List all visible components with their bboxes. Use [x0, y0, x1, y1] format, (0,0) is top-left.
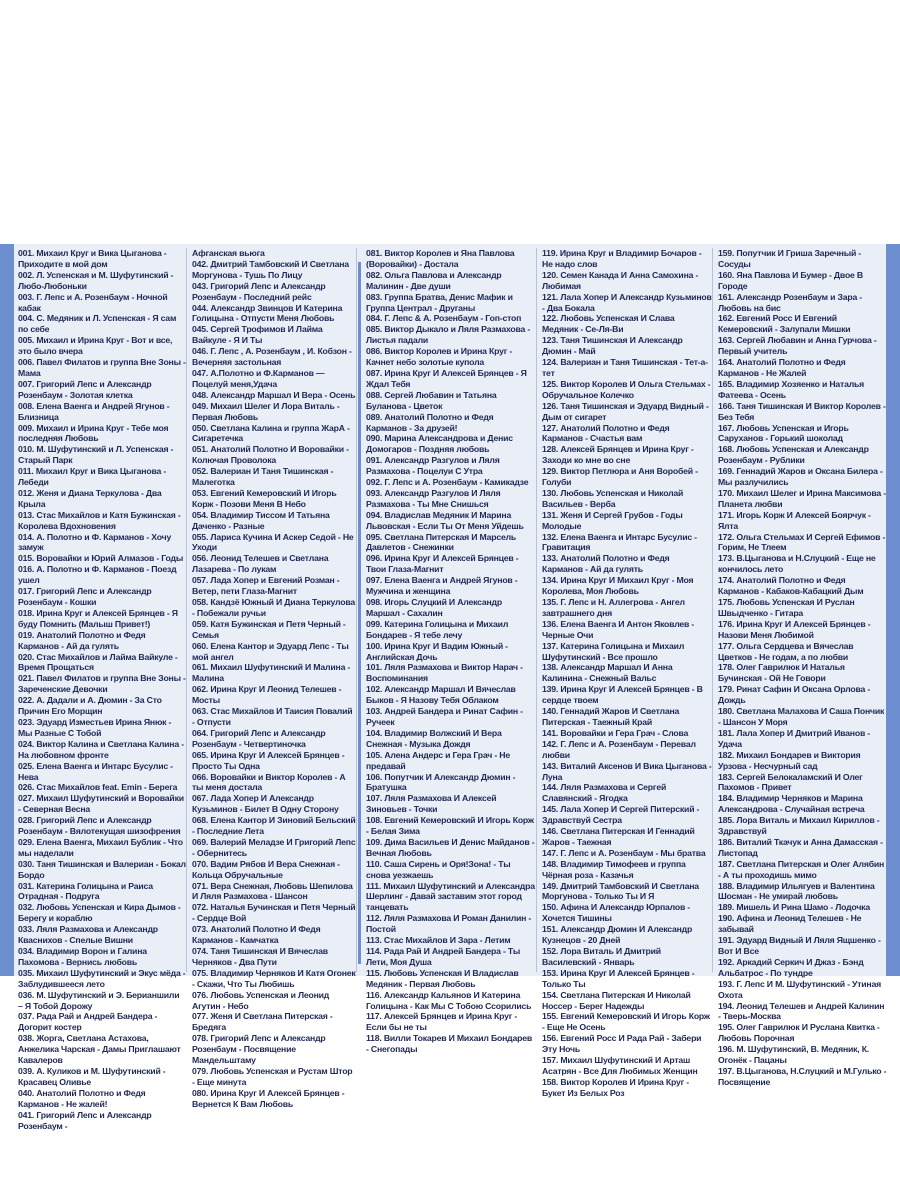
track-entry: 093. Александр Разгулов И Ляля Размахова - Ты Мне Снишься: [366, 487, 501, 509]
track-entry: 141. Воровайки и Гера Грач - Слова: [542, 727, 689, 738]
track-entry: 058. Кандзё Южный И Диана Теркулова - Побежали ручьи: [192, 597, 355, 618]
track-entry: 109. Дима Васильев И Денис Майданов - Вечная Любовь: [366, 836, 535, 858]
track-entry: 098. Игорь Слуцкий И Александр Маршал - Сахалин: [366, 597, 502, 618]
track-entry: 036. М. Шуфутинский и Э. Берианшили – Я Тобой Дорожу: [18, 989, 180, 1011]
track-entry: 050. Светлана Калина и группа ЖарА - Сигаретечка: [192, 422, 350, 444]
track-entry: 163. Сергей Любавин и Анна Гурчова - Первый учитель: [718, 335, 877, 357]
track-entry: 171. Игорь Корж И Алексей Боярчук - Ялта: [718, 509, 871, 531]
track-entry: 158. Виктор Королев И Ирина Круг - Букет Из Белых Роз: [542, 1076, 689, 1098]
track-entry: 088. Сергей Любавин и Татьяна Буланова - Цветок: [366, 389, 497, 411]
track-entry: 140. Геннадий Жаров И Светлана Питерская - Таежный Край: [542, 706, 680, 727]
track-entry: 133. Анатолий Полотно и Федя Карманов - Ай да гулять: [542, 553, 670, 575]
track-entry: 037. Рада Рай и Андрей Бандера - Догорит костер: [18, 1011, 158, 1033]
track-entry: 110. Саша Сирень и Оря!Зона! - Ты снова уезжаешь: [366, 858, 511, 880]
track-entry: 105. Алена Андерс и Гера Грач - Не предавай: [366, 749, 510, 771]
track-entry: 128. Алексей Брянцев и Ирина Круг - Заходи ко мне во сне: [542, 444, 694, 466]
track-entry: 196. М. Шуфутинский, В. Медяник, К. Огонёк - Пацаны: [718, 1044, 870, 1066]
track-entry: 062. Ирина Круг И Леонид Телешев - Мосты: [192, 684, 342, 706]
track-entry: 092. Г. Лепс и А. Розенбаум - Камикадзе: [366, 477, 529, 488]
track-entry: 065. Ирина Круг И Алексей Брянцев - Просто Ты Одна: [192, 749, 345, 771]
track-entry: 153. Ирина Круг И Алексей Брянцев - Только Ты: [542, 967, 695, 989]
track-entry: 152. Лора Виталь И Дмитрий Василевский - Январь: [542, 946, 661, 967]
track-entry: 112. Ляля Размахова И Роман Данилин - Постой: [366, 913, 532, 935]
track-entry: 095. Светлана Питерская И Марсель Давлетов - Снежинки: [366, 531, 517, 553]
track-entry: 186. Виталий Ткачук и Анна Дамасская - Листопад: [718, 836, 883, 858]
track-entry: 185. Лора Виталь и Михаил Кириллов - Здравствуй: [718, 815, 880, 837]
track-entry: 041. Григорий Лепс и Александр Розенбаум -: [18, 1109, 152, 1131]
track-entry: 039. А. Куликов и М. Шуфутинский - Красавец Оливье: [18, 1065, 166, 1087]
track-entry: 150. Афина И Александр Юрпалов - Хочется Тишины: [542, 902, 690, 924]
track-entry: 094. Владислав Медяник И Марина Львовская - Если Ты От Меня Уйдешь: [366, 509, 524, 531]
tracklist-column-1: [18, 248, 187, 1131]
track-entry: 060. Елена Кантор и Эдуард Лепс - Ты мой ангел: [192, 640, 349, 662]
track-entry: 130. Любовь Успенская и Николай Васильев - Верба: [542, 487, 684, 509]
track-entry: 166. Таня Тишинская И Виктор Королев - Без Тебя: [718, 400, 886, 422]
track-entry: 045. Сергей Трофимов И Лайма Вайкуле - Я И Ты: [192, 324, 323, 346]
track-entry: 172. Ольга Стельмах И Сергей Ефимов - Горим, Не Тлеем: [718, 531, 886, 553]
track-entry: 059. Катя Бужинская и Петя Черный - Семья: [192, 618, 346, 640]
track-entry: 124. Валериан и Таня Тишинская - Тет-а-тет: [542, 357, 708, 378]
track-entry: 002. Л. Успенская и М. Шуфутинский - Любо-Любоньки: [18, 269, 174, 291]
track-entry: 009. Михаил и Ирина Круг - Тебе моя последняя Любовь: [18, 422, 169, 444]
track-entry: 148. Владимир Тимофеев и группа Чёрная роза - Казачья: [542, 858, 686, 880]
track-entry: 085. Виктор Дыкало и Ляля Размахова - Листья падали: [366, 324, 531, 346]
track-entry: 184. Владимир Черняков и Марина Александрова - Случайная встреча: [718, 793, 865, 815]
track-entry: 127. Анатолий Полотно и Федя Карманов - Счастья вам: [542, 422, 670, 444]
track-entry: 040. Анатолий Полотно и Федя Карманов - Не жалей!: [18, 1087, 146, 1109]
track-entry: 157. Михаил Шуфутинский И Арташ Асатрян - Все Для Любимых Женщин: [542, 1055, 698, 1076]
track-entry: 086. Виктор Королев и Ирина Круг - Качнет небо золотые купола: [366, 346, 513, 368]
track-entry: 126. Таня Тишинская и Эдуард Видный - Дым от сигарет: [542, 400, 709, 422]
track-entry: 013. Стас Михайлов и Катя Бужинская - Королева Вдохновения: [18, 509, 181, 531]
track-entry: 174. Анатолий Полотно и Федя Карманов - Кабаков-Кабацкий Дым: [718, 575, 864, 597]
track-entry: 137. Катерина Голицына и Михаил Шуфутинский - Все прошло: [542, 640, 685, 662]
track-entry: 068. Елена Кантор И Зиновий Бельский - Последние Лета: [192, 815, 356, 837]
track-entry: 154. Светлана Питерская И Николай Носсер - Берег Надежды: [542, 989, 691, 1011]
track-entry: 049. Михаил Шелег И Лора Виталь - Первая Любовь: [192, 400, 340, 422]
track-entry: 107. Ляля Размахова И Алексей Зиновьев - Точки: [366, 793, 497, 815]
track-entry: 075. Владимир Черняков И Катя Огонек - Скажи, Что Ты Любишь: [192, 967, 356, 989]
track-entry: 001. Михаил Круг и Вика Цыганова - Приходите в мой дом: [18, 248, 167, 269]
track-entry: 169. Геннадий Жаров и Оксана Билера - Мы разлучились: [718, 466, 883, 488]
track-entry: 160. Яна Павлова И Бумер - Двое В Городе: [718, 269, 863, 291]
track-entry: 121. Лала Хопер И Александр Кузьминов - Два Бокала: [542, 291, 712, 313]
track-entry: 187. Светлана Питерская и Олег Алябин - А ты проходишь мимо: [718, 858, 885, 880]
track-entry: 144. Ляля Размахова и Сергей Славянский - Ягодка: [542, 782, 667, 804]
track-entry: 100. Ирина Круг И Вадим Южный - Английская Дочь: [366, 640, 508, 662]
track-entry: 030. Таня Тишинская и Валериан - Бокал Бордо: [18, 858, 186, 880]
track-entry: 042. Дмитрий Тамбовский И Светлана Моргунова - Тушь По Лицу: [192, 258, 349, 280]
track-entry: 047. А.Полотно и Ф.Карманов — Поцелуй меня,Удача: [192, 367, 325, 389]
track-entry: 084. Г. Лепс & А. Розенбаум - Гоп-стоп: [366, 313, 522, 324]
track-entry: 142. Г. Лепс и А. Розенбаум - Перевал любви: [542, 738, 696, 760]
track-entry: 082. Ольга Павлова и Александр Малинин - Две души: [366, 269, 502, 291]
track-entry: 003. Г. Лепс и А. Розенбаум - Ночной кабак: [18, 291, 168, 313]
track-entry: 038. Жорга, Светлана Астахова, Анжелика Чарская - Дамы Приглашают Кавалеров: [18, 1033, 181, 1066]
track-entry: 188. Владимир Ильягуев и Валентина Шосман - Не умирай любовь: [718, 880, 875, 902]
track-entry: 191. Эдуард Видный И Ляля Ящшенко - Вот И Все: [718, 935, 881, 956]
track-entry: Афганская вьюга: [192, 248, 265, 258]
track-entry: 183. Сергей Белокаламский И Олег Пахомов - Привет: [718, 771, 863, 793]
track-entry: 012. Женя и Диана Теркулова - Два Крыла: [18, 487, 162, 509]
track-entry: 125. Виктор Королев И Ольга Стельмах - Обручальное Колечко: [542, 378, 711, 400]
tracklist-column-3: [366, 248, 537, 1055]
track-entry: 081. Виктор Королев и Яна Павлова (Воровайки) - Достала: [366, 248, 515, 269]
track-entry: 177. Ольга Сердцева и Вячеслав Цветков - Не годам, а по любви: [718, 640, 854, 662]
track-entry: 043. Григорий Лепс и Александр Розенбаум - Последний рейс: [192, 280, 326, 302]
track-entry: 034. Владимир Ворон и Галина Пахомова - Вернись любовь: [18, 946, 147, 967]
track-entry: 077. Женя И Светлана Питерская - Бредяга: [192, 1011, 333, 1033]
track-entry: 114. Рада Рай И Андрей Бандера - Ты Лети, Моя Душа: [366, 946, 521, 967]
track-entry: 017. Григорий Лепс и Александр Розенбаум - Кошки: [18, 586, 152, 607]
track-entry: 162. Евгений Росс И Евгений Кемеровский - Залупали Мишки: [718, 313, 851, 335]
track-entry: 006. Павел Филатов и группа Вне Зоны - Мама: [18, 357, 186, 378]
track-entry: 096. Ирина Круг И Алексей Брянцев - Твои Глаза-Магнит: [366, 553, 519, 575]
track-entry: 104. Владимир Волжский И Вера Снежная - Музыка Дождя: [366, 727, 502, 749]
track-entry: 117. Алексей Брянцев и Ирина Круг - Если бы не ты: [366, 1011, 518, 1033]
track-entry: 197. В.Цыганова, Н.Слуцкий и М.Гулько - Посвящение: [718, 1065, 887, 1087]
track-entry: 147. Г. Лепс и А. Розенбаум - Мы братва: [542, 847, 706, 858]
track-entry: 014. А. Полотно и Ф. Карманов - Хочу замуж: [18, 531, 172, 553]
track-entry: 018. Ирина Круг и Алексей Брянцев - Я буду Помнить (Малыш Привет!): [18, 607, 178, 629]
track-entry: 161. Александр Розенбаум и Зара - Любовь на бис: [718, 291, 862, 313]
track-entry: 165. Владимир Хозяенко и Наталья Фатеева - Осень: [718, 378, 865, 400]
track-entry: 015. Воровайки и Юрий Алмазов - Годы: [18, 553, 184, 564]
track-entry: 064. Григорий Лепс и Александр Розенбаум - Четвертиночка: [192, 727, 326, 749]
track-entry: 151. Александр Дюмин И Александр Кузнецов - 20 Дней: [542, 924, 693, 946]
track-entry: 070. Вадим Рябов И Вера Снежная - Кольца Обручальные: [192, 858, 340, 880]
track-entry: 134. Ирина Круг И Михаил Круг - Моя Королева, Моя Любовь: [542, 575, 694, 597]
track-entry: 089. Анатолий Полотно и Федя Карманов - За друзей!: [366, 411, 494, 433]
track-entry: 170. Михаил Шелег и Ирина Максимова - Планета любви: [718, 487, 886, 509]
track-entry: 035. Михаил Шуфутинский и Экус мёда - Заблудившееся лето: [18, 967, 186, 989]
track-entry: 164. Анатолий Полотно и Федя Карманов - Не Жалей: [718, 357, 846, 378]
track-entry: 011. Михаил Круг и Вика Цыганова - Лебеди: [18, 466, 167, 488]
track-entry: 182. Михаил Бондарев и Виктория Урзова - Несчурный сад: [718, 749, 861, 771]
track-entry: 097. Елена Ваенга и Андрей Ягунов - Мужчина и женщина: [366, 575, 518, 597]
track-entry: 031. Катерина Голицына и Раиса Отрадная - Подруга: [18, 880, 153, 902]
track-entry: 091. Александр Разгулов и Ляля Размахова - Поцелуи С Утра: [366, 455, 500, 477]
track-entry: 190. Афина и Леонид Телешев - Не забывай: [718, 913, 862, 935]
track-entry: 106. Попутчик И Александр Дюмин - Братушка: [366, 771, 516, 793]
track-entry: 046. Г. Лепс , А. Розенбаум , И. Кобзон - Вечерняя застольная: [192, 346, 352, 368]
track-entry: 116. Александр Кальянов И Катерина Голицына - Как Мы С Тобою Ссорились: [366, 989, 532, 1011]
track-entry: 192. Аркадий Серкич И Джаз - Бэнд Альбатрос - По тундре: [718, 956, 864, 978]
track-entry: 143. Виталий Аксенов И Вика Цыганова - Луна: [542, 760, 712, 782]
track-entry: 008. Елена Ваенга и Андрей Ягунов - Близница: [18, 400, 170, 422]
track-entry: 173. В.Цыганова и Н.Слуцкий - Еще не кончилось лето: [718, 553, 876, 575]
track-entry: 066. Воровайки и Виктор Королев - А ты меня достала: [192, 771, 346, 793]
track-entry: 168. Любовь Успенская и Александр Розенбаум - Рублики: [718, 444, 869, 466]
track-entry: 193. Г. Лепс И М. Шуфутинский - Утиная Охота: [718, 978, 881, 1000]
track-entry: 067. Лада Хопер И Александр Кузьминов - Билет В Одну Сторону: [192, 793, 339, 815]
track-entry: 101. Ляля Размахова и Виктор Нарач - Воспоминания: [366, 662, 523, 684]
track-entry: 090. Марина Александрова и Денис Домогаров - Поздняя любовь: [366, 433, 513, 455]
track-entry: 024. Виктор Калина и Светлана Калина - На любовном фронте: [18, 738, 184, 760]
track-entry: 007. Григорий Лепс и Александр Розенбаум - Золотая клетка: [18, 378, 152, 400]
track-entry: 129. Виктор Петлюра и Аня Воробей - Голуби: [542, 466, 698, 488]
track-entry: 027. Михаил Шуфутинский и Воровайки - Северная Весна: [18, 793, 184, 815]
track-entry: 044. Александр Звинцов И Катерина Голицына - Отпусти Меня Любовь: [192, 302, 343, 324]
track-entry: 073. Анатолий Полотно И Федя Карманов - Камчатка: [192, 924, 321, 946]
track-entry: 087. Ирина Круг И Алексей Брянцев - Я Ждал Тебя: [366, 367, 527, 389]
track-entry: 179. Ринат Сафин И Оксана Орлова - Дождь: [718, 684, 871, 706]
tracklist-column-4: [542, 248, 713, 1098]
track-entry: 071. Вера Снежная, Любовь Шепилова И Ляля Размахова - Шансон: [192, 880, 353, 902]
track-entry: 005. Михаил и Ирина Круг - Вот и все, это было вчера: [18, 335, 173, 357]
track-entry: 099. Катерина Голицына и Михаил Бондарев - Я тебе лечу: [366, 618, 509, 640]
track-entry: 048. Александр Маршал И Вера - Осень: [192, 389, 356, 400]
track-entry: 026. Стас Михайлов feat. Emin - Берега: [18, 782, 178, 793]
track-entry: 115. Любовь Успенская И Владислав Медяник - Первая Любовь: [366, 967, 519, 989]
track-entry: 004. С. Медяник и Л. Успенская - Я сам по себе: [18, 313, 177, 335]
track-entry: 019. Анатолий Полотно и Федя Карманов - Ай да гулять: [18, 629, 146, 651]
tracklist-column-5: [718, 248, 888, 1087]
track-entry: 023. Эдуард Изместьев Ирина Янюк - Мы Разные С Тобой: [18, 716, 172, 738]
track-entry: 021. Павел Филатов и группа Вне Зоны - Зареченские Девочки: [18, 673, 186, 695]
track-entry: 057. Лада Хопер и Евгений Розман - Ветер, пети Глаза-Магнит: [192, 575, 340, 597]
track-entry: 194. Леонид Телешев и Андрей Калинин - Тверь-Москва: [718, 1000, 885, 1022]
track-entry: 020. Стас Михайлов и Лайма Вайкуле - Время Прощаться: [18, 651, 178, 673]
track-entry: 055. Лариса Кучина И Аскер Седой - Не Уходи: [192, 531, 354, 553]
track-entry: 063. Стас Михайлов И Таисия Повалий - Отпусти: [192, 706, 353, 727]
track-entry: 181. Лала Хопер И Дмитрий Иванов - Удача: [718, 727, 870, 749]
track-entry: 120. Семен Канада И Анна Самохина - Любимая: [542, 269, 699, 291]
track-entry: 102. Александр Маршал И Вячеслав Быков - Я Назову Тебя Облаком: [366, 684, 516, 706]
track-entry: 103. Андрей Бандера и Ринат Сафин - Ручеек: [366, 706, 523, 727]
track-entry: 054. Владимир Тиссом И Татьяна Даченко - Разные: [192, 509, 330, 531]
track-entry: 132. Елена Ваенга и Интарс Бусулис - Гравитация: [542, 531, 697, 553]
track-entry: 189. Мишель И Рина Шамо - Лодочка: [718, 902, 870, 913]
track-entry: 074. Таня Тишинская И Вячеслав Черняков - Два Пути: [192, 946, 328, 967]
track-entry: 052. Валериан И Таня Тишинская - Малеготка: [192, 466, 334, 488]
track-entry: 113. Стас Михайлов И Зара - Летим: [366, 935, 511, 946]
track-entry: 072. Наталья Бучинская и Петя Черный - Сердце Вой: [192, 902, 356, 924]
track-entry: 080. Ирина Круг И Алексей Брянцев - Вернется К Вам Любовь: [192, 1087, 345, 1109]
track-entry: 076. Любовь Успенская и Леонид Агутин - Небо: [192, 989, 330, 1011]
track-entry: 176. Ирина Круг И Алексей Брянцев - Назови Меня Любимой: [718, 618, 871, 640]
track-entry: 029. Елена Ваенга, Михаил Бублик - Что мы наделали: [18, 836, 183, 858]
track-entry: 175. Любовь Успенская И Руслан Швыдченко - Гитара: [718, 597, 855, 618]
tracklist-column-2: [192, 248, 357, 1109]
track-entry: 022. А. Дадали и А. Дюмин - За Сто Причин Его Морщин: [18, 695, 162, 717]
track-entry: 118. Вилли Токарев И Михаил Бондарев - Снегопады: [366, 1033, 532, 1055]
track-entry: 111. Михаил Шуфутинский и Александра Шерлинг - Давай заставим этот город танцевать: [366, 880, 535, 913]
track-entry: 149. Дмитрий Тамбовский И Светлана Моргунова - Только Ты И Я: [542, 880, 699, 902]
track-entry: 051. Анатолий Полотно И Воровайки - Колючая Проволока: [192, 444, 349, 466]
track-entry: 139. Ирина Круг И Алексей Брянцев - В сердце твоем: [542, 684, 703, 706]
track-entry: 156. Евгений Росс И Рада Рай - Забери Эту Ночь: [542, 1033, 702, 1055]
track-entry: 195. Олег Гаврилюк И Руслана Квитка - Любовь Порочная: [718, 1022, 880, 1044]
track-entry: 056. Леонид Телешев и Светлана Лазарева - По лукам: [192, 553, 329, 575]
track-entry: 167. Любовь Успенская и Игорь Саруханов - Горький шоколад: [718, 422, 849, 444]
track-entry: 010. М. Шуфутинский и Л. Успенская - Старый Парк: [18, 444, 174, 466]
track-entry: 178. Олег Гаврилюк И Наталья Бучинская - Ой Не Говори: [718, 662, 845, 684]
track-entry: 145. Лала Хопер И Сергей Питерский - Здравствуй Сестра: [542, 804, 700, 826]
track-entry: 135. Г. Лепс и Н. Аллегрова - Ангел завтрашнего дня: [542, 597, 685, 618]
track-entry: 131. Женя И Сергей Грубов - Годы Молодые: [542, 509, 683, 531]
track-entry: 155. Евгений Кемеровский И Игорь Корж - Еще Не Осень: [542, 1011, 710, 1033]
track-entry: 180. Светлана Малахова И Саша Пончик - Шансон У Моря: [718, 706, 885, 727]
track-entry: 146. Светлана Питерская И Геннадий Жаров - Таежная: [542, 826, 695, 847]
track-entry: 083. Группа Братва, Денис Мафик и Группа Централ - Друганы: [366, 291, 513, 313]
track-entry: 069. Валерий Меладзе И Григорий Лепс - Обернитесь: [192, 836, 356, 858]
track-entry: 025. Елена Ваенга и Интарс Бусулис - Нева: [18, 760, 173, 782]
track-entry: 123. Таня Тишинская И Александр Дюмин - Май: [542, 335, 683, 357]
track-entry: 028. Григорий Лепс и Александр Розенбаум - Вялотекущая шизофрения: [18, 815, 181, 837]
track-entry: 119. Ирина Круг и Владимир Бочаров - Не надо слов: [542, 248, 702, 269]
track-entry: 136. Елена Ваенга И Антон Яковлев - Черные Очи: [542, 618, 695, 640]
track-entry: 079. Любовь Успенская и Рустам Штор - Еще минута: [192, 1065, 353, 1087]
track-entry: 032. Любовь Успенская и Кира Дымов - Берегу и кораблю: [18, 902, 181, 924]
track-entry: 033. Ляля Размахова и Александр Кваснихов - Спелые Вишни: [18, 924, 158, 946]
track-entry: 061. Михаил Шуфутинский И Малина - Малина: [192, 662, 351, 684]
track-entry: 016. А. Полотно и Ф. Карманов - Поезд ушел: [18, 564, 177, 586]
track-entry: 159. Попутчик И Гриша Заречный - Сосуды: [718, 248, 861, 269]
track-entry: 053. Евгений Кемеровский И Игорь Корж - Позови Меня В Небо: [192, 487, 337, 509]
track-entry: 138. Александр Маршал И Анна Калинина - Снежный Вальс: [542, 662, 673, 684]
column-divider: [358, 262, 361, 964]
track-entry: 078. Григорий Лепс и Александр Розенбаум - Посвящение Мандельштаму: [192, 1033, 326, 1066]
track-entry: 122. Любовь Успенская И Слава Медяник - Се-Ля-Ви: [542, 313, 675, 335]
track-entry: 108. Евгений Кемеровский И Игорь Корж - Белая Зима: [366, 815, 534, 837]
